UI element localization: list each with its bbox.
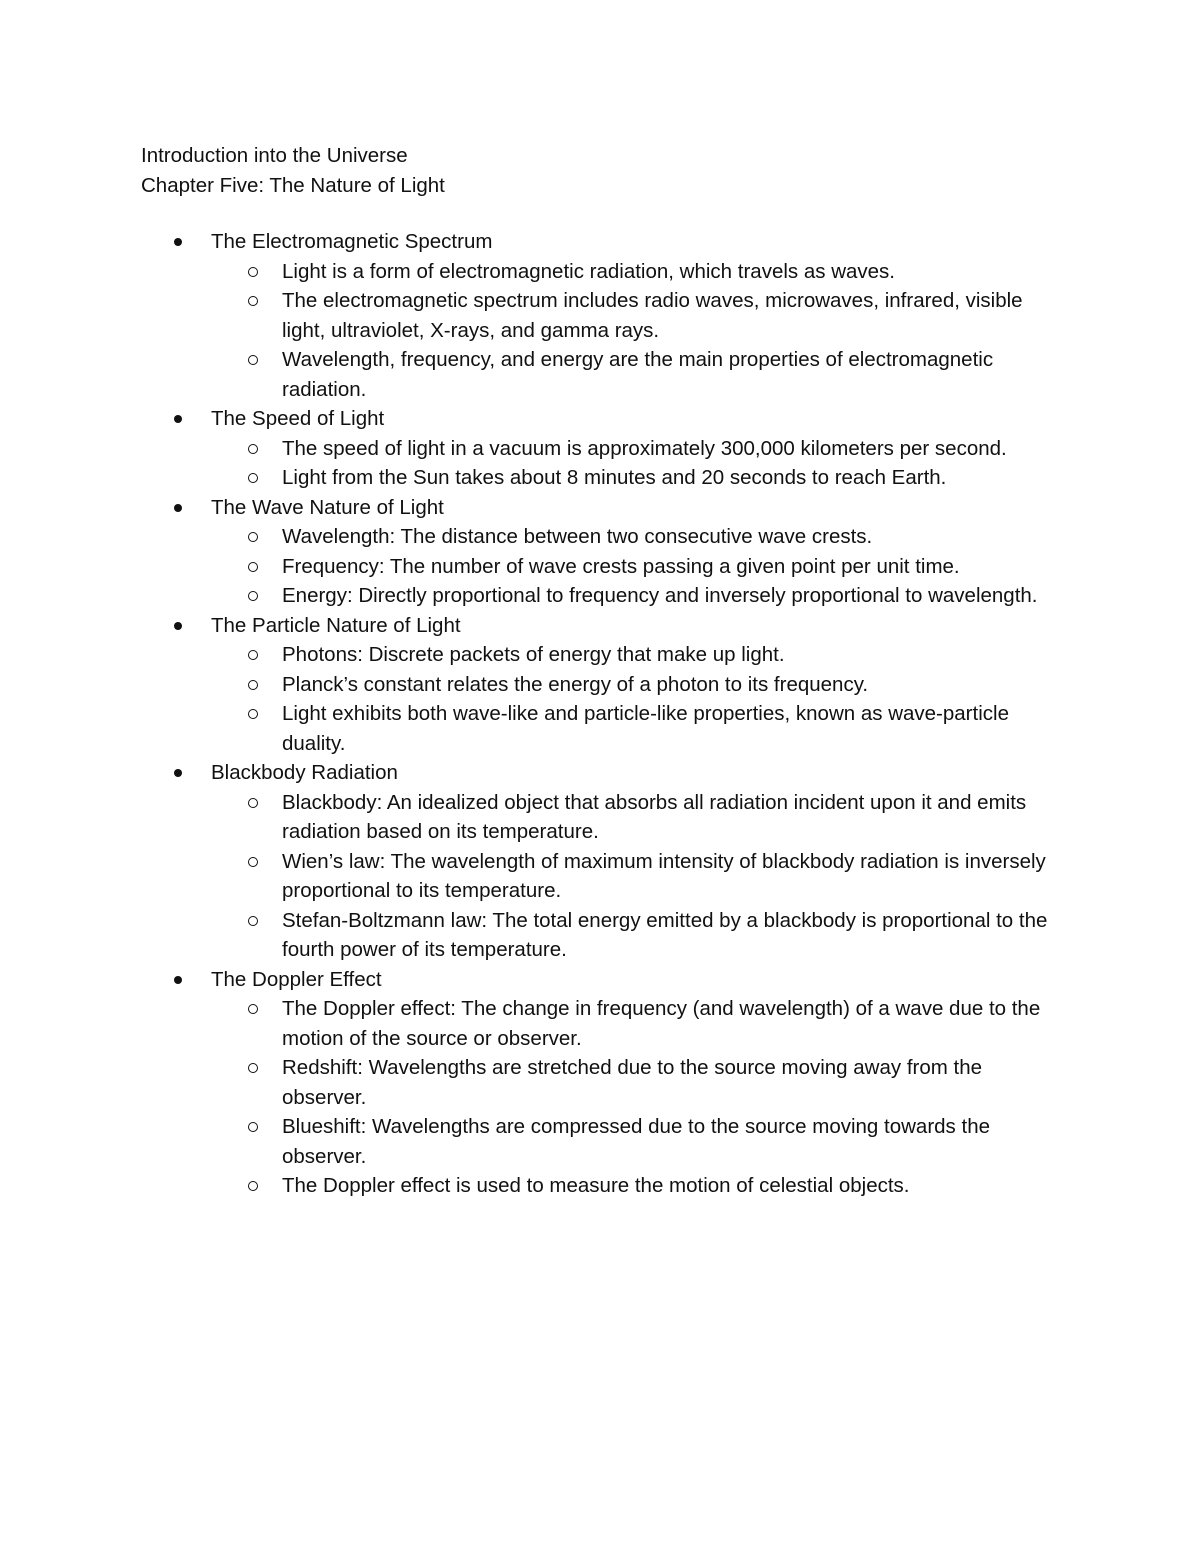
point-list — [141, 640, 1071, 758]
point-item — [141, 670, 1071, 700]
hollow-circle-bullet-icon — [248, 1063, 258, 1073]
hollow-circle-bullet-icon — [248, 562, 258, 572]
document-body — [141, 141, 1071, 1201]
point-text: Wien’s law: The wavelength of maximum intensity of blackbody radiation is inversely proportional to its temperature. — [282, 849, 1046, 902]
section-item — [141, 404, 1071, 493]
point-item — [141, 463, 1071, 493]
section-item — [141, 965, 1071, 1201]
blank-line — [141, 200, 1071, 227]
section-heading-text: The Wave Nature of Light — [211, 495, 444, 519]
point-text: Light from the Sun takes about 8 minutes and 20 seconds to reach Earth. — [282, 466, 947, 489]
point-text: Blackbody: An idealized object that absorbs all radiation incident upon it and emits radiation based on its temperature. — [282, 790, 1027, 843]
point-list — [141, 522, 1071, 611]
section-item — [141, 611, 1071, 759]
bullet-icon — [174, 769, 182, 777]
hollow-circle-bullet-icon — [248, 591, 258, 601]
hollow-circle-bullet-icon — [248, 650, 258, 660]
point-item — [141, 640, 1071, 670]
point-text: The electromagnetic spectrum includes radio waves, microwaves, infrared, visible light, ultraviolet, X-rays, and gamma rays. — [282, 289, 1023, 342]
section-heading — [141, 404, 1071, 434]
point-text: Light is a form of electromagnetic radiation, which travels as waves. — [282, 259, 895, 283]
section-heading-text: The Doppler Effect — [211, 967, 382, 991]
point-item — [141, 699, 1071, 758]
bullet-icon — [174, 622, 182, 630]
document-title: Introduction into the Universe — [141, 144, 408, 167]
section-heading-text: The Electromagnetic Spectrum — [211, 230, 493, 253]
hollow-circle-bullet-icon — [248, 296, 258, 306]
point-item — [141, 257, 1071, 287]
bullet-icon — [174, 976, 182, 984]
point-text: Energy: Directly proportional to frequency and inversely proportional to wavelength. — [282, 584, 1038, 607]
bullet-icon — [174, 504, 182, 512]
section-heading-text: Blackbody Radiation — [211, 761, 398, 784]
point-item — [141, 906, 1071, 965]
point-list — [141, 788, 1071, 965]
point-text: The speed of light in a vacuum is approximately 300,000 kilometers per second. — [282, 436, 1007, 460]
hollow-circle-bullet-icon — [248, 916, 258, 926]
section-heading — [141, 758, 1071, 788]
hollow-circle-bullet-icon — [248, 355, 258, 365]
point-item — [141, 345, 1071, 404]
hollow-circle-bullet-icon — [248, 444, 258, 454]
hollow-circle-bullet-icon — [248, 798, 258, 808]
point-text: Blueshift: Wavelengths are compressed due to the source moving towards the observer. — [282, 1115, 991, 1168]
point-list — [141, 257, 1071, 405]
point-list — [141, 994, 1071, 1201]
hollow-circle-bullet-icon — [248, 1122, 258, 1132]
point-text: Stefan-Boltzmann law: The total energy emitted by a blackbody is proportional to the fourth power of its temperature. — [282, 908, 1048, 961]
section-heading — [141, 611, 1071, 641]
point-list — [141, 434, 1071, 493]
hollow-circle-bullet-icon — [248, 857, 258, 867]
point-text: Light exhibits both wave-like and particle-like properties, known as wave-particle duality. — [282, 702, 1009, 755]
section-heading — [141, 493, 1071, 523]
hollow-circle-bullet-icon — [248, 473, 258, 483]
point-text: Wavelength: The distance between two consecutive wave crests. — [282, 525, 873, 548]
hollow-circle-bullet-icon — [248, 1181, 258, 1191]
hollow-circle-bullet-icon — [248, 709, 258, 719]
hollow-circle-bullet-icon — [248, 267, 258, 277]
point-item — [141, 522, 1071, 552]
point-text: Wavelength, frequency, and energy are the main properties of electromagnetic radiation. — [282, 348, 994, 401]
section-heading — [141, 965, 1071, 995]
point-item — [141, 788, 1071, 847]
point-text: Frequency: The number of wave crests passing a given point per unit time. — [282, 554, 960, 578]
point-item — [141, 581, 1071, 611]
point-text: Photons: Discrete packets of energy that make up light. — [282, 643, 785, 666]
hollow-circle-bullet-icon — [248, 680, 258, 690]
section-list — [141, 227, 1071, 1201]
section-heading-text: The Particle Nature of Light — [211, 613, 461, 637]
bullet-icon — [174, 415, 182, 423]
chapter-heading: Chapter Five: The Nature of Light — [141, 173, 445, 197]
bullet-icon — [174, 238, 182, 246]
point-text: Redshift: Wavelengths are stretched due to the source moving away from the observer. — [282, 1056, 983, 1109]
section-heading — [141, 227, 1071, 257]
point-text: The Doppler effect: The change in frequency (and wavelength) of a wave due to the motion of the source or observer. — [282, 997, 1041, 1050]
point-item — [141, 552, 1071, 582]
section-heading-text: The Speed of Light — [211, 407, 385, 430]
section-item — [141, 758, 1071, 965]
point-item — [141, 434, 1071, 464]
hollow-circle-bullet-icon — [248, 1004, 258, 1014]
point-item — [141, 1112, 1071, 1171]
section-item — [141, 227, 1071, 404]
point-item — [141, 847, 1071, 906]
point-text: Planck’s constant relates the energy of a photon to its frequency. — [282, 672, 869, 696]
point-item — [141, 286, 1071, 345]
point-item — [141, 1171, 1071, 1201]
point-item — [141, 994, 1071, 1053]
point-item — [141, 1053, 1071, 1112]
section-item — [141, 493, 1071, 611]
hollow-circle-bullet-icon — [248, 532, 258, 542]
point-text: The Doppler effect is used to measure the motion of celestial objects. — [282, 1174, 910, 1197]
